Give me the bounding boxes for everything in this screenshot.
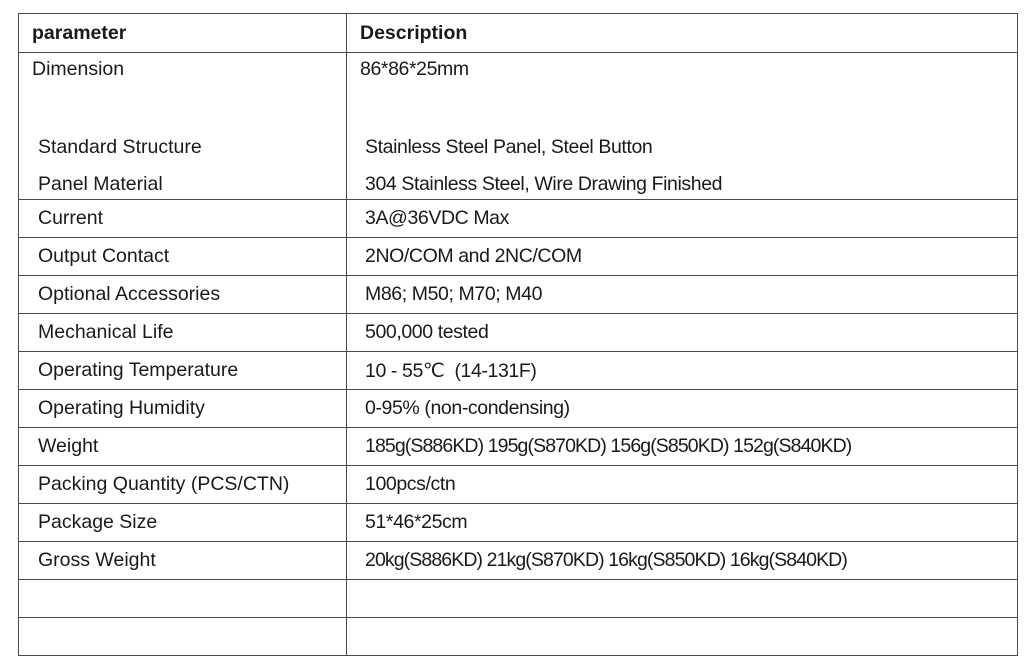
param-cell: Operating Temperature	[19, 352, 347, 390]
value-cell: 185g(S886KD) 195g(S870KD) 156g(S850KD) 152g(S840KD)	[347, 428, 1018, 466]
table-row	[19, 200, 1018, 238]
value-cell: 3A@36VDC Max	[347, 200, 1018, 238]
value-cell: 10 - 55℃ (14-131F)	[347, 352, 1018, 390]
value-cell	[347, 580, 1018, 618]
param-panel-material: Panel Material	[38, 173, 163, 195]
param-cell	[19, 580, 347, 618]
param-dimension: Dimension	[32, 58, 125, 80]
value-cell	[347, 53, 1018, 200]
table-row	[19, 314, 1018, 352]
table-row-empty	[19, 580, 1018, 618]
header-row	[19, 14, 1018, 53]
param-cell	[19, 618, 347, 656]
table-row	[19, 504, 1018, 542]
param-cell: Output Contact	[19, 238, 347, 276]
value-panel-material: 304 Stainless Steel, Wire Drawing Finished	[365, 173, 723, 195]
value-cell: 0-95% (non-condensing)	[347, 390, 1018, 428]
table-row	[19, 466, 1018, 504]
table-row	[19, 390, 1018, 428]
table-row-combined	[19, 53, 1018, 200]
param-standard-structure: Standard Structure	[38, 136, 202, 158]
value-dimension: 86*86*25mm	[360, 58, 469, 80]
header-parameter: parameter	[19, 14, 347, 53]
value-cell: M86; M50; M70; M40	[347, 276, 1018, 314]
param-cell: Package Size	[19, 504, 347, 542]
param-cell: Operating Humidity	[19, 390, 347, 428]
table-row-empty	[19, 618, 1018, 656]
param-cell: Packing Quantity (PCS/CTN)	[19, 466, 347, 504]
table-row	[19, 542, 1018, 580]
value-cell: 2NO/COM and 2NC/COM	[347, 238, 1018, 276]
value-cell: 20kg(S886KD) 21kg(S870KD) 16kg(S850KD) 16kg(S840KD)	[347, 542, 1018, 580]
param-cell: Current	[19, 200, 347, 238]
table-row	[19, 352, 1018, 390]
header-description: Description	[347, 14, 1018, 53]
param-cell	[19, 53, 347, 200]
param-cell: Weight	[19, 428, 347, 466]
param-cell: Mechanical Life	[19, 314, 347, 352]
value-standard-structure: Stainless Steel Panel, Steel Button	[365, 136, 653, 158]
value-cell	[347, 618, 1018, 656]
value-cell: 500,000 tested	[347, 314, 1018, 352]
table-row	[19, 238, 1018, 276]
table-row	[19, 276, 1018, 314]
param-cell: Gross Weight	[19, 542, 347, 580]
value-cell: 100pcs/ctn	[347, 466, 1018, 504]
spec-table	[18, 13, 1018, 656]
param-cell: Optional Accessories	[19, 276, 347, 314]
table-row	[19, 428, 1018, 466]
value-cell: 51*46*25cm	[347, 504, 1018, 542]
